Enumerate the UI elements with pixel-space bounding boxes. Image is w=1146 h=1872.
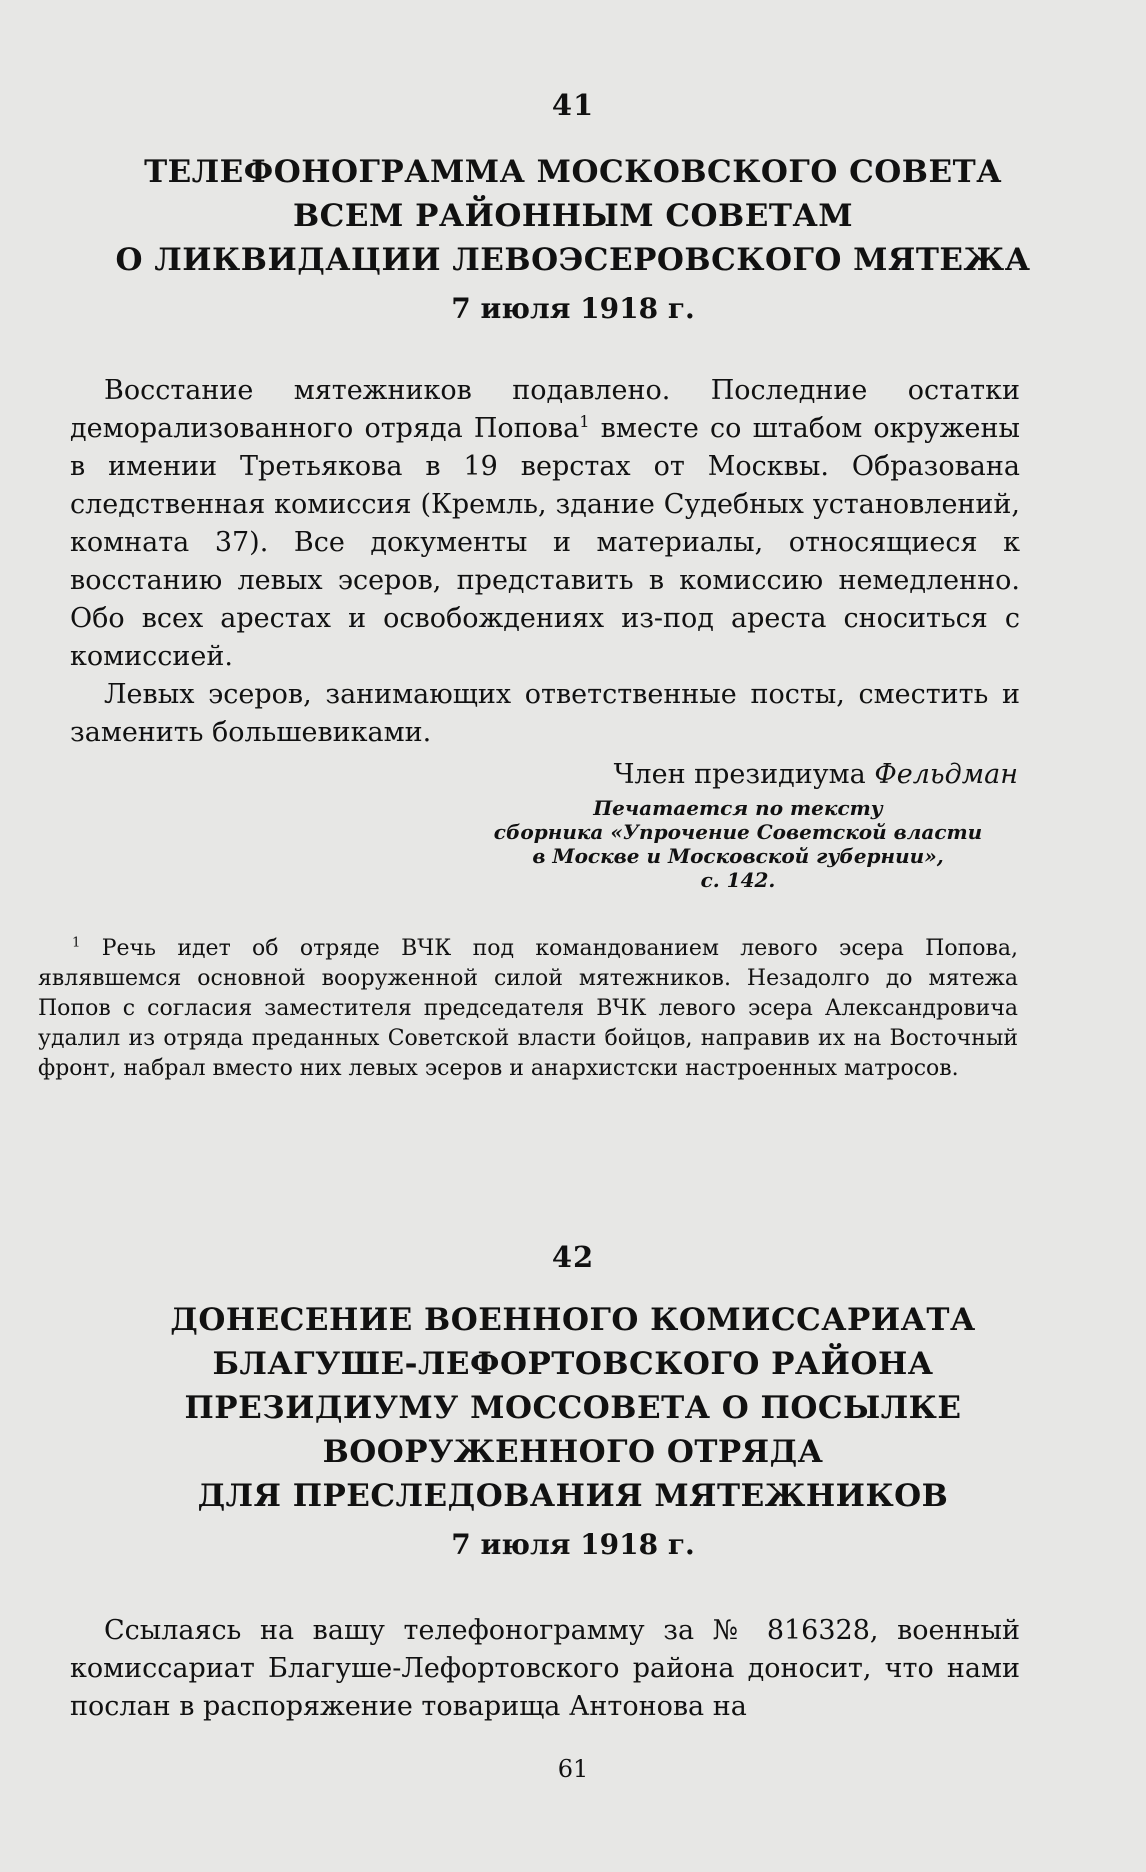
title-line: БЛАГУШЕ-ЛЕФОРТОВСКОГО РАЙОНА: [212, 1346, 934, 1382]
title-line: О ЛИКВИДАЦИИ ЛЕВОЭСЕРОВСКОГО МЯТЕЖА: [115, 242, 1031, 278]
footnote-reference: 1: [579, 412, 590, 431]
title-line: ДОНЕСЕНИЕ ВОЕННОГО КОМИССАРИАТА: [170, 1302, 976, 1338]
signature-name: Фельдман: [874, 759, 1018, 790]
paragraph-text: вместе со штабом окружены в имении Третьякова в 19 верстах от Москвы. Образована следственная комиссия (Кремль, здание Судебных установлений, комната 37). Все документы и материалы, относящиеся к восстанию левых эсеров, представить в комиссию немедленно. Обо всех арестах и освобождениях из-под ареста сноситься с комиссией.: [70, 413, 1020, 672]
source-line: Печатается по тексту: [593, 796, 883, 820]
title-line: ПРЕЗИДИУМУ МОССОВЕТА О ПОСЫЛКЕ: [184, 1390, 962, 1426]
signature-role: Член президиума: [613, 759, 866, 790]
title-line: ДЛЯ ПРЕСЛЕДОВАНИЯ МЯТЕЖНИКОВ: [197, 1478, 949, 1514]
document-number: 42: [551, 1240, 595, 1274]
footnote: [38, 934, 1018, 1084]
footnote-mark: 1: [72, 935, 81, 951]
paragraph-text: Восстание мятежников подавлено. Последние остатки деморализованного отряда Попова: [70, 375, 1020, 444]
source-line: в Москве и Московской губернии»,: [532, 844, 944, 868]
signature: [614, 756, 1018, 794]
document-title: [90, 1298, 1056, 1518]
title-line: ТЕЛЕФОНОГРАММА МОСКОВСКОГО СОВЕТА: [144, 154, 1002, 190]
footnote-text: Речь идет об отряде ВЧК под командованием левого эсера Попова, являвшемся основной вооруженной силой мятежников. Незадолго до мятежа Попов с согласия заместителя председателя ВЧК левого эсера Александровича удалил из отряда преданных Советской власти бойцов, направив их на Восточный фронт, набрал вместо них левых эсеров и анархистски настроенных матросов.: [38, 936, 1018, 1081]
source-line: сборника «Упрочение Советской власти: [493, 820, 983, 844]
title-line: ВООРУЖЕННОГО ОТРЯДА: [322, 1434, 824, 1470]
body-paragraph: [70, 372, 1020, 676]
source-line: с. 142.: [700, 868, 776, 892]
document-date: 7 июля 1918 г.: [451, 1528, 695, 1561]
body-paragraph: Левых эсеров, занимающих ответственные посты, сместить и заменить большевиками.: [70, 679, 1020, 748]
document-number: 41: [551, 88, 595, 122]
document-date: 7 июля 1918 г.: [451, 292, 695, 325]
body-paragraph: Ссылаясь на вашу телефонограмму за № 816328, военный комиссариат Благуше-Лефортовского района доносит, что нами послан в распоряжение товарища Антонова на: [70, 1615, 1020, 1722]
title-line: ВСЕМ РАЙОННЫМ СОВЕТАМ: [292, 198, 854, 234]
document-title: [90, 150, 1056, 282]
page-number: 61: [557, 1755, 589, 1783]
source-note: [458, 796, 1018, 892]
